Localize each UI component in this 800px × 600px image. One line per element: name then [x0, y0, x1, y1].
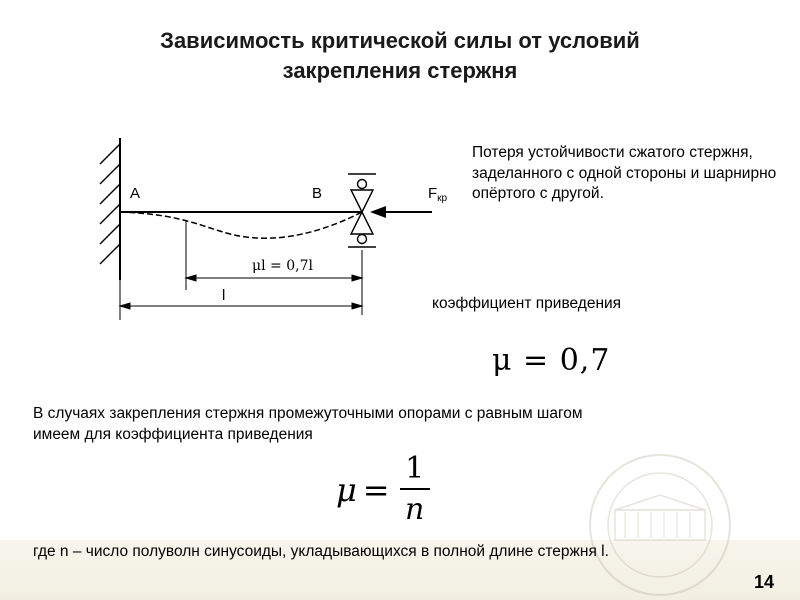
paragraph-line-1: В случаях закрепления стержня промежуточными опорами с равным шагом [33, 405, 583, 422]
fraction-denominator: n [404, 492, 425, 527]
intermediate-supports-paragraph [33, 403, 773, 445]
fraction-bar [400, 488, 430, 490]
force-label: $F_{кр}$ [428, 185, 448, 204]
fraction-body [400, 452, 430, 527]
force-arrow [370, 206, 432, 218]
fraction-lhs: μ [336, 470, 357, 509]
pin-support [348, 174, 376, 247]
dim-l-label: l [222, 287, 226, 304]
description-text: Потеря устойчивости сжатого стержня, заделанного с одной стороны и шарнирно опёртого с другой. [472, 144, 777, 202]
wall-hatching [100, 144, 120, 264]
title-line-1: Зависимость критической силы от условий [160, 28, 640, 53]
title-line-2: закрепления стержня [282, 58, 518, 83]
footer-note: где n – число полуволн синусоиды, укладывающихся в полной длине стержня l. [33, 543, 609, 560]
dim-mu-l-label: μl = 0,7l [252, 258, 313, 274]
coefficient-label: коэффициент приведения [432, 295, 622, 312]
university-seal-watermark [560, 450, 760, 600]
label-b: B [312, 185, 323, 202]
paragraph-line-2: имеем для коэффициента приведения [33, 426, 313, 443]
beam-diagram [70, 130, 470, 330]
slide-title [60, 26, 740, 86]
buckled-shape [120, 212, 362, 238]
formula-fraction [336, 452, 430, 527]
fraction-equals: = [362, 470, 390, 509]
page-number: 14 [753, 572, 774, 592]
dimension-l [120, 280, 362, 320]
label-a: A [130, 185, 141, 202]
formula-mu-value: μ = 0,7 [492, 343, 611, 378]
fraction-numerator: 1 [405, 451, 425, 486]
